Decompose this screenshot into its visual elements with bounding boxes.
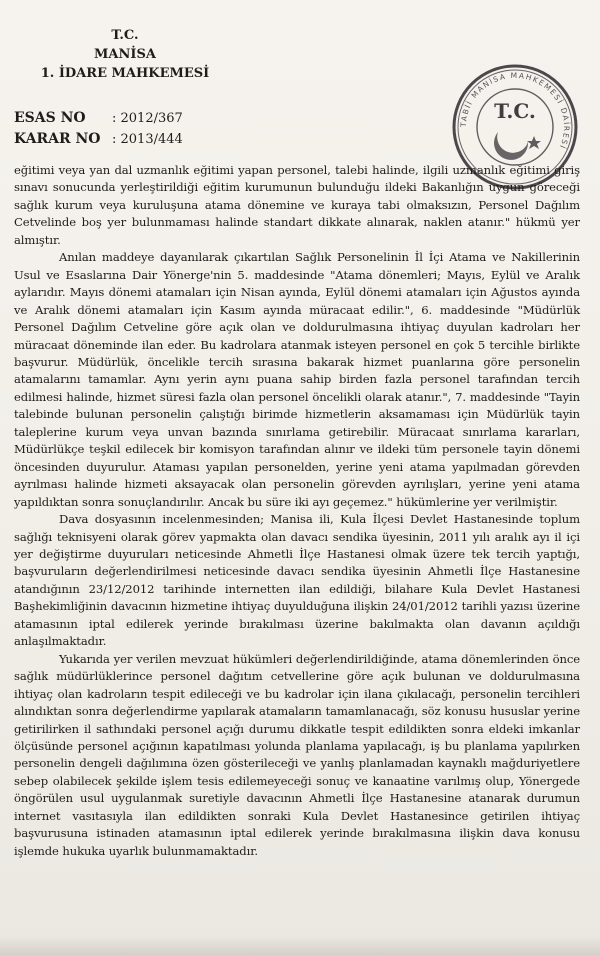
paragraph-continuation: eğitimi veya yan dal uzmanlık eğitimi yapan personel, talebi halinde, ilgili uzmanlık eğitimi giriş sınavı sonucunda yerleştirildiği eğitim kurumunun bulunduğu ildeki Bakanlığın uygun göreceği sağlık kurum veya kuruluşuna atama dönemine ve kuraya tabi olmaksızın, Personel Dağılım Cetvelinde boş yer bulunmaması halinde standart dikkate alınarak, naklen atanır." hükmü yer almıştır.: [14, 163, 580, 247]
karar-value: : 2013/444: [112, 132, 183, 147]
crescent-icon: [494, 132, 528, 160]
esas-value: : 2012/367: [112, 111, 183, 126]
seal-center-text: T.C.: [494, 99, 536, 123]
header-court: 1. İDARE MAHKEMESİ: [40, 66, 210, 81]
court-header: [30, 26, 220, 83]
karar-row: [14, 129, 183, 150]
seal-ring-text: TABİİ MANİSA MAHKEMESİ DAİRESİ: [458, 70, 572, 151]
page-bottom-shadow: [0, 935, 600, 955]
paragraph-regulation: Anılan maddeye dayanılarak çıkartılan Sağlık Personelinin İl İçi Atama ve Nakillerinin Usul ve Esaslarına Dair Yönerge'nin 5. maddesinde "Atama dönemleri; Mayıs, Eylül ve Aralık aylarıdır. Mayıs dönemi atamaları için Nisan ayında, Eylül dönemi atamaları için Ağustos ayında ve Aralık dönemi atamaları için Kasım ayında müracaat edilir.", 6. maddesinde "Müdürlük Personel Dağılım Cetveline göre açık olan ve doldurulmasına ihtiyaç duyulan kadroları her müracaat döneminde ilan eder. Bu kadrolara atanmak isteyen personel en çok 5 tercihle birlikte başvurur. Müdürlük, öncelikle tercih sırasına bakarak hizmet puanlarına göre personelin atamalarını tamamlar. Aynı yerin aynı puana sahip birden fazla personel tarafından tercih edilmesi halinde, hizmet süresi fazla olan personel öncelikli olarak atanır.", 7. maddesinde "Tayin talebinde bulunan personelin çalıştığı birimde hizmetlerin aksamaması için Müdürlük tayin taleplerine kurum veya unvan bazında sınırlama getirebilir. Müracaat sınırlama kararları, Müdürlükçe teşkil edilecek bir komisyon tarafından alınır ve ildeki tüm personele tayin dönemi öncesinden duyurulur. Ataması yapılan personelden, yerine yeni atama yapılmadan görevden ayrılması halinde hizmeti aksayacak olan personelin görevden ayrılışları, yerine yeni atama yapıldıktan sonra sonuçlandırılır. Ancak bu süre iki ayı geçemez." hükümlerine yer verilmiştir.: [14, 250, 580, 509]
paragraph-case-facts: Dava dosyasının incelenmesinden; Manisa ili, Kula İlçesi Devlet Hastanesinde toplum sağlığı teknisyeni olarak görev yapmakta olan davacı sendika üyesinin, 2011 yılı aralık ayı il içi yer değiştirme duyuruları neticesinde Ahmetli İlçe Hastanesi olmak üzere tek tercih yaptığı, başvuruların değerlendirilmesi neticesinde davacı sendika üyesinin Ahmetli İlçe Hastanesine atandığının 23/12/2012 tarihinde internetten ilan edildiği, bilahare Kula Devlet Hastanesi Başhekimliğinin davacının hizmetine ihtiyaç duyulduğuna ilişkin 24/01/2012 tarihli yazısı üzerine atamasının iptal edilerek yerinde bırakılması üzerine bakılmakta olan davanın açıldığı anlaşılmaktadır.: [14, 512, 580, 649]
star-icon: [527, 136, 541, 149]
karar-label: KARAR NO: [14, 131, 101, 147]
paragraph-assessment: Yukarıda yer verilen mevzuat hükümleri değerlendirildiğinde, atama dönemlerinden önce sağlık müdürlüklerince personel dağıtım cetvellerine göre açık bulunan ve doldurulmasına ihtiyaç olan kadroların tespit edileceği ve bu kadrolar için ilana çıkılacağı, personelin tercihleri alındıktan sonra değerlendirme yapılarak atamaların tamamlanacağı, söz konusu hususlar yerine getirilirken il sathındaki personel açığı durumu dikkatle tespit edildikten sonra eldeki imkanlar ölçüsünde personel açığının kapatılması yolunda planlama yapılacağı, iş bu planlama yapılırken personelin dengeli dağılımına özen gösterileceği ve yanlış planlamadan kaynaklı mağduriyetlere sebep olabilecek şekilde işlem tesis edilemeyeceği sonuç ve kanaatine varılmış olup, Yönergede öngörülen usul uygulanmak suretiyle davacının Ahmetli İlçe Hastanesine atanarak durumun internet vasıtasıyla ilan edildikten sonraki Kula Devlet Hastanesince getirilen ihtiyaç başvurusuna istinaden atamasının iptal edilerek yerinde bırakılmasına ilişkin dava konusu işlemde hukuka uyarlık bulunmamaktadır.: [14, 651, 580, 858]
document-body: [14, 162, 580, 860]
esas-label: ESAS NO: [14, 110, 86, 126]
header-city: MANİSA: [94, 47, 156, 62]
header-country: T.C.: [111, 28, 139, 43]
case-numbers: [14, 108, 183, 150]
esas-row: [14, 108, 183, 129]
